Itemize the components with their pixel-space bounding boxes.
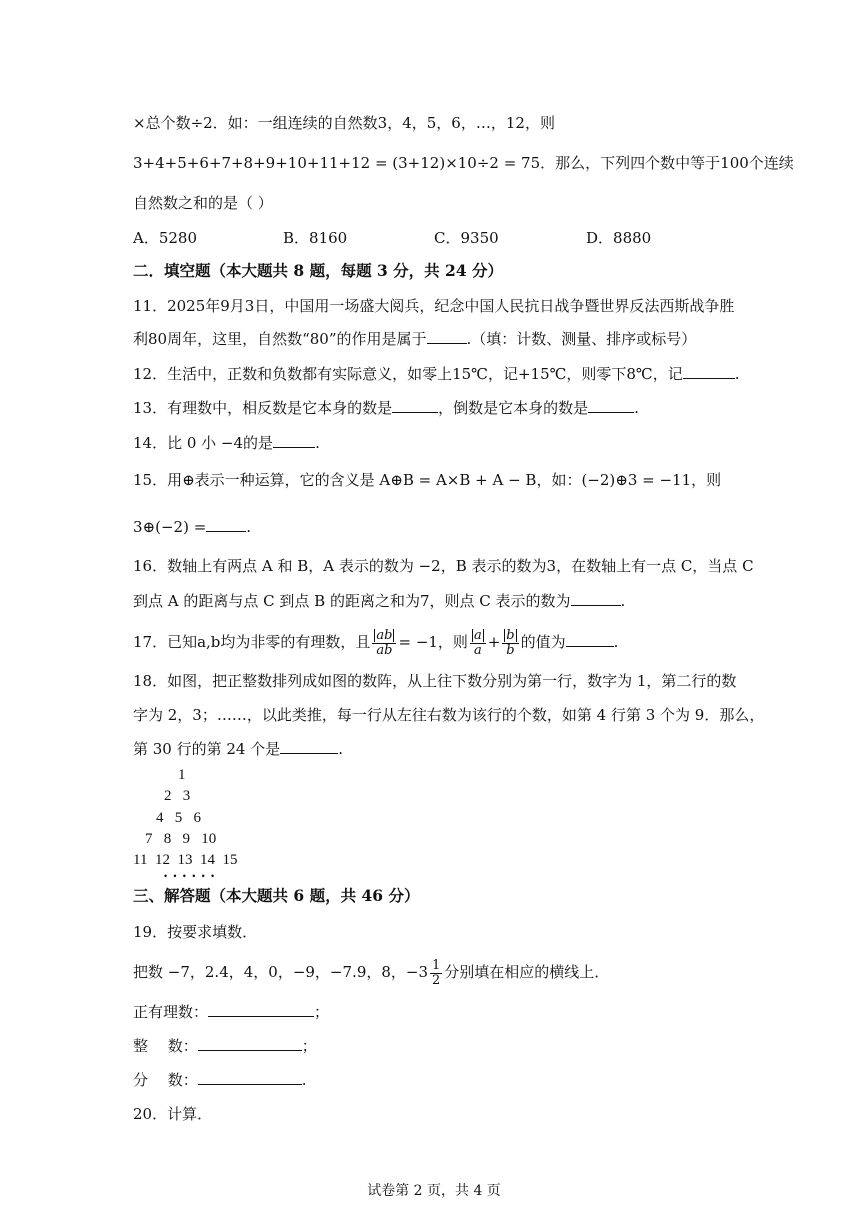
q17-answer-blank[interactable]	[566, 632, 614, 647]
q16-end: .	[620, 592, 626, 610]
q17-text-c: 的值为	[520, 633, 566, 651]
q17-line	[133, 625, 618, 659]
q17-frac1-num: ab	[376, 627, 393, 643]
q10-option-b: B．8160	[283, 229, 348, 247]
q20-line: 20．计算．	[133, 1105, 213, 1123]
q18-line3	[133, 739, 343, 759]
page-footer: 试卷第 2 页，共 4 页	[367, 1183, 501, 1199]
q13-text-b: ，倒数是它本身的数是	[438, 399, 589, 417]
q18-line1: 18．如图，把正整数排列成如图的数阵，从上往下数分别为第一行，数字为 1，第二行的数	[133, 672, 737, 690]
q18-end: .	[338, 740, 344, 758]
section-2-title: 二．填空题（本大题共 8 题，每题 3 分，共 24 分）	[133, 261, 504, 280]
q19-positive-label: 正有理数：	[133, 1003, 209, 1021]
q15-line1: 15．用⊕表示一种运算，它的含义是 A⊕B = A×B + A − B，如：(−2)⊕3 = −11，则	[133, 471, 722, 489]
q19-frac-num: 1	[432, 957, 441, 973]
q17-text-a: 17．已知a,b均为非零的有理数，且	[133, 633, 371, 651]
q17-frac3-num: b	[506, 627, 515, 643]
q19-positive-row	[133, 1002, 329, 1022]
q15-line2	[133, 517, 251, 537]
q11-line1: 11．2025年9月3日，中国用一场盛大阅兵，纪念中国人民抗日战争暨世界反法西斯战争胜	[133, 297, 735, 315]
q19-sep-3: .	[301, 1071, 307, 1089]
q10-option-c: C．9350	[434, 229, 499, 247]
q18-line2: 字为 2，3；……，以此类推，每一行从左往右数为该行的个数，如第 4 行第 3 个为 9．那么，	[133, 706, 765, 724]
q14-text: 14．比 0 小 −4的是	[133, 434, 274, 452]
q16-line2	[133, 591, 625, 611]
q10-option-a: A．5280	[133, 229, 198, 247]
q19-fraction-blank[interactable]	[198, 1070, 302, 1085]
q19-mixed-fraction	[430, 959, 442, 988]
q11-line2	[133, 329, 696, 349]
q19-instruction: 分别填在相应的横线上．	[444, 963, 610, 981]
q16-line1: 16．数轴上有两点 A 和 B，A 表示的数为 −2，B 表示的数为3，在数轴上有一点 C，当点 C	[133, 557, 754, 575]
q19-fraction-label: 分 数：	[133, 1071, 198, 1089]
q19-integer-blank[interactable]	[198, 1036, 302, 1051]
triangle-row-4: 7 8 9 10	[145, 831, 217, 847]
q18-answer-blank[interactable]	[280, 739, 338, 754]
q10-option-d: D．8880	[586, 229, 652, 247]
q10-line3: 自然数之和的是（ ）	[133, 194, 273, 212]
q10-line2: 3+4+5+6+7+8+9+10+11+12 = (3+12)×10÷2 = 75．那么，下列四个数中等于100个连续	[133, 154, 794, 172]
q19-positive-blank[interactable]	[208, 1002, 314, 1017]
q19-frac-den: 2	[432, 972, 441, 988]
q14-answer-blank[interactable]	[273, 433, 315, 448]
q13-answer-blank-2[interactable]	[588, 398, 634, 413]
q17-fraction-abs-ab	[372, 629, 396, 658]
q13-text-a: 13．有理数中，相反数是它本身的数是	[133, 399, 393, 417]
q19-sep-1: ；	[314, 1003, 330, 1021]
q12-answer-blank[interactable]	[683, 364, 735, 379]
q13-answer-blank-1[interactable]	[392, 398, 438, 413]
q19-integer-label: 整 数：	[133, 1037, 198, 1055]
q16-text: 到点 A 的距离与点 C 到点 B 的距离之和为7，则点 C 表示的数为	[133, 592, 571, 610]
q11-hint: .（填：计数、测量、排序或标号）	[466, 330, 697, 348]
q12-line	[133, 364, 740, 384]
q17-frac2-num: a	[473, 627, 482, 643]
q19-fraction-row	[133, 1070, 307, 1090]
q17-plus: +	[487, 633, 501, 651]
q18-text: 第 30 行的第 24 个是	[133, 740, 281, 758]
q17-frac1-den: ab	[376, 642, 393, 658]
q14-end: .	[315, 434, 320, 452]
q17-frac3-den: b	[506, 642, 515, 658]
q17-end: .	[613, 633, 619, 651]
q17-text-b: = −1，则	[398, 633, 468, 651]
q19-sep-2: ；	[301, 1037, 317, 1055]
triangle-ellipsis: • • • • • •	[164, 871, 217, 881]
q15-end: .	[246, 518, 252, 536]
q19-line2	[133, 955, 609, 989]
q12-text: 12．生活中，正数和负数都有实际意义，如零上15℃，记+15℃，则零下8℃，记	[133, 365, 683, 383]
q15-answer-blank[interactable]	[206, 517, 246, 532]
q15-expr: 3⊕(−2) =	[133, 518, 207, 536]
q17-frac2-den: a	[473, 642, 482, 658]
triangle-row-1: 1	[178, 767, 186, 783]
section-3-title: 三、解答题（本大题共 6 题，共 46 分）	[133, 886, 420, 905]
q12-end: .	[734, 365, 740, 383]
q11-text: 利80周年，这里，自然数“80”的作用是属于	[133, 330, 427, 348]
q14-line	[133, 433, 320, 453]
q19-integer-row	[133, 1036, 317, 1056]
q19-numbers: 把数 −7，2.4，4，0，−9，−7.9，8，−3	[133, 963, 429, 981]
triangle-row-5: 11 12 13 14 15	[133, 852, 238, 868]
q11-answer-blank[interactable]	[427, 329, 467, 344]
q19-line1: 19．按要求填数．	[133, 923, 258, 941]
q13-line	[133, 398, 639, 418]
q10-line1: ×总个数÷2．如：一组连续的自然数3，4，5，6，…，12，则	[133, 114, 555, 132]
q16-answer-blank[interactable]	[571, 591, 621, 606]
q13-end: .	[634, 399, 639, 417]
triangle-row-2: 2 3	[164, 788, 191, 804]
q17-fraction-abs-a	[470, 629, 486, 658]
triangle-row-3: 4 5 6	[156, 810, 201, 826]
q17-fraction-abs-b	[502, 629, 518, 658]
